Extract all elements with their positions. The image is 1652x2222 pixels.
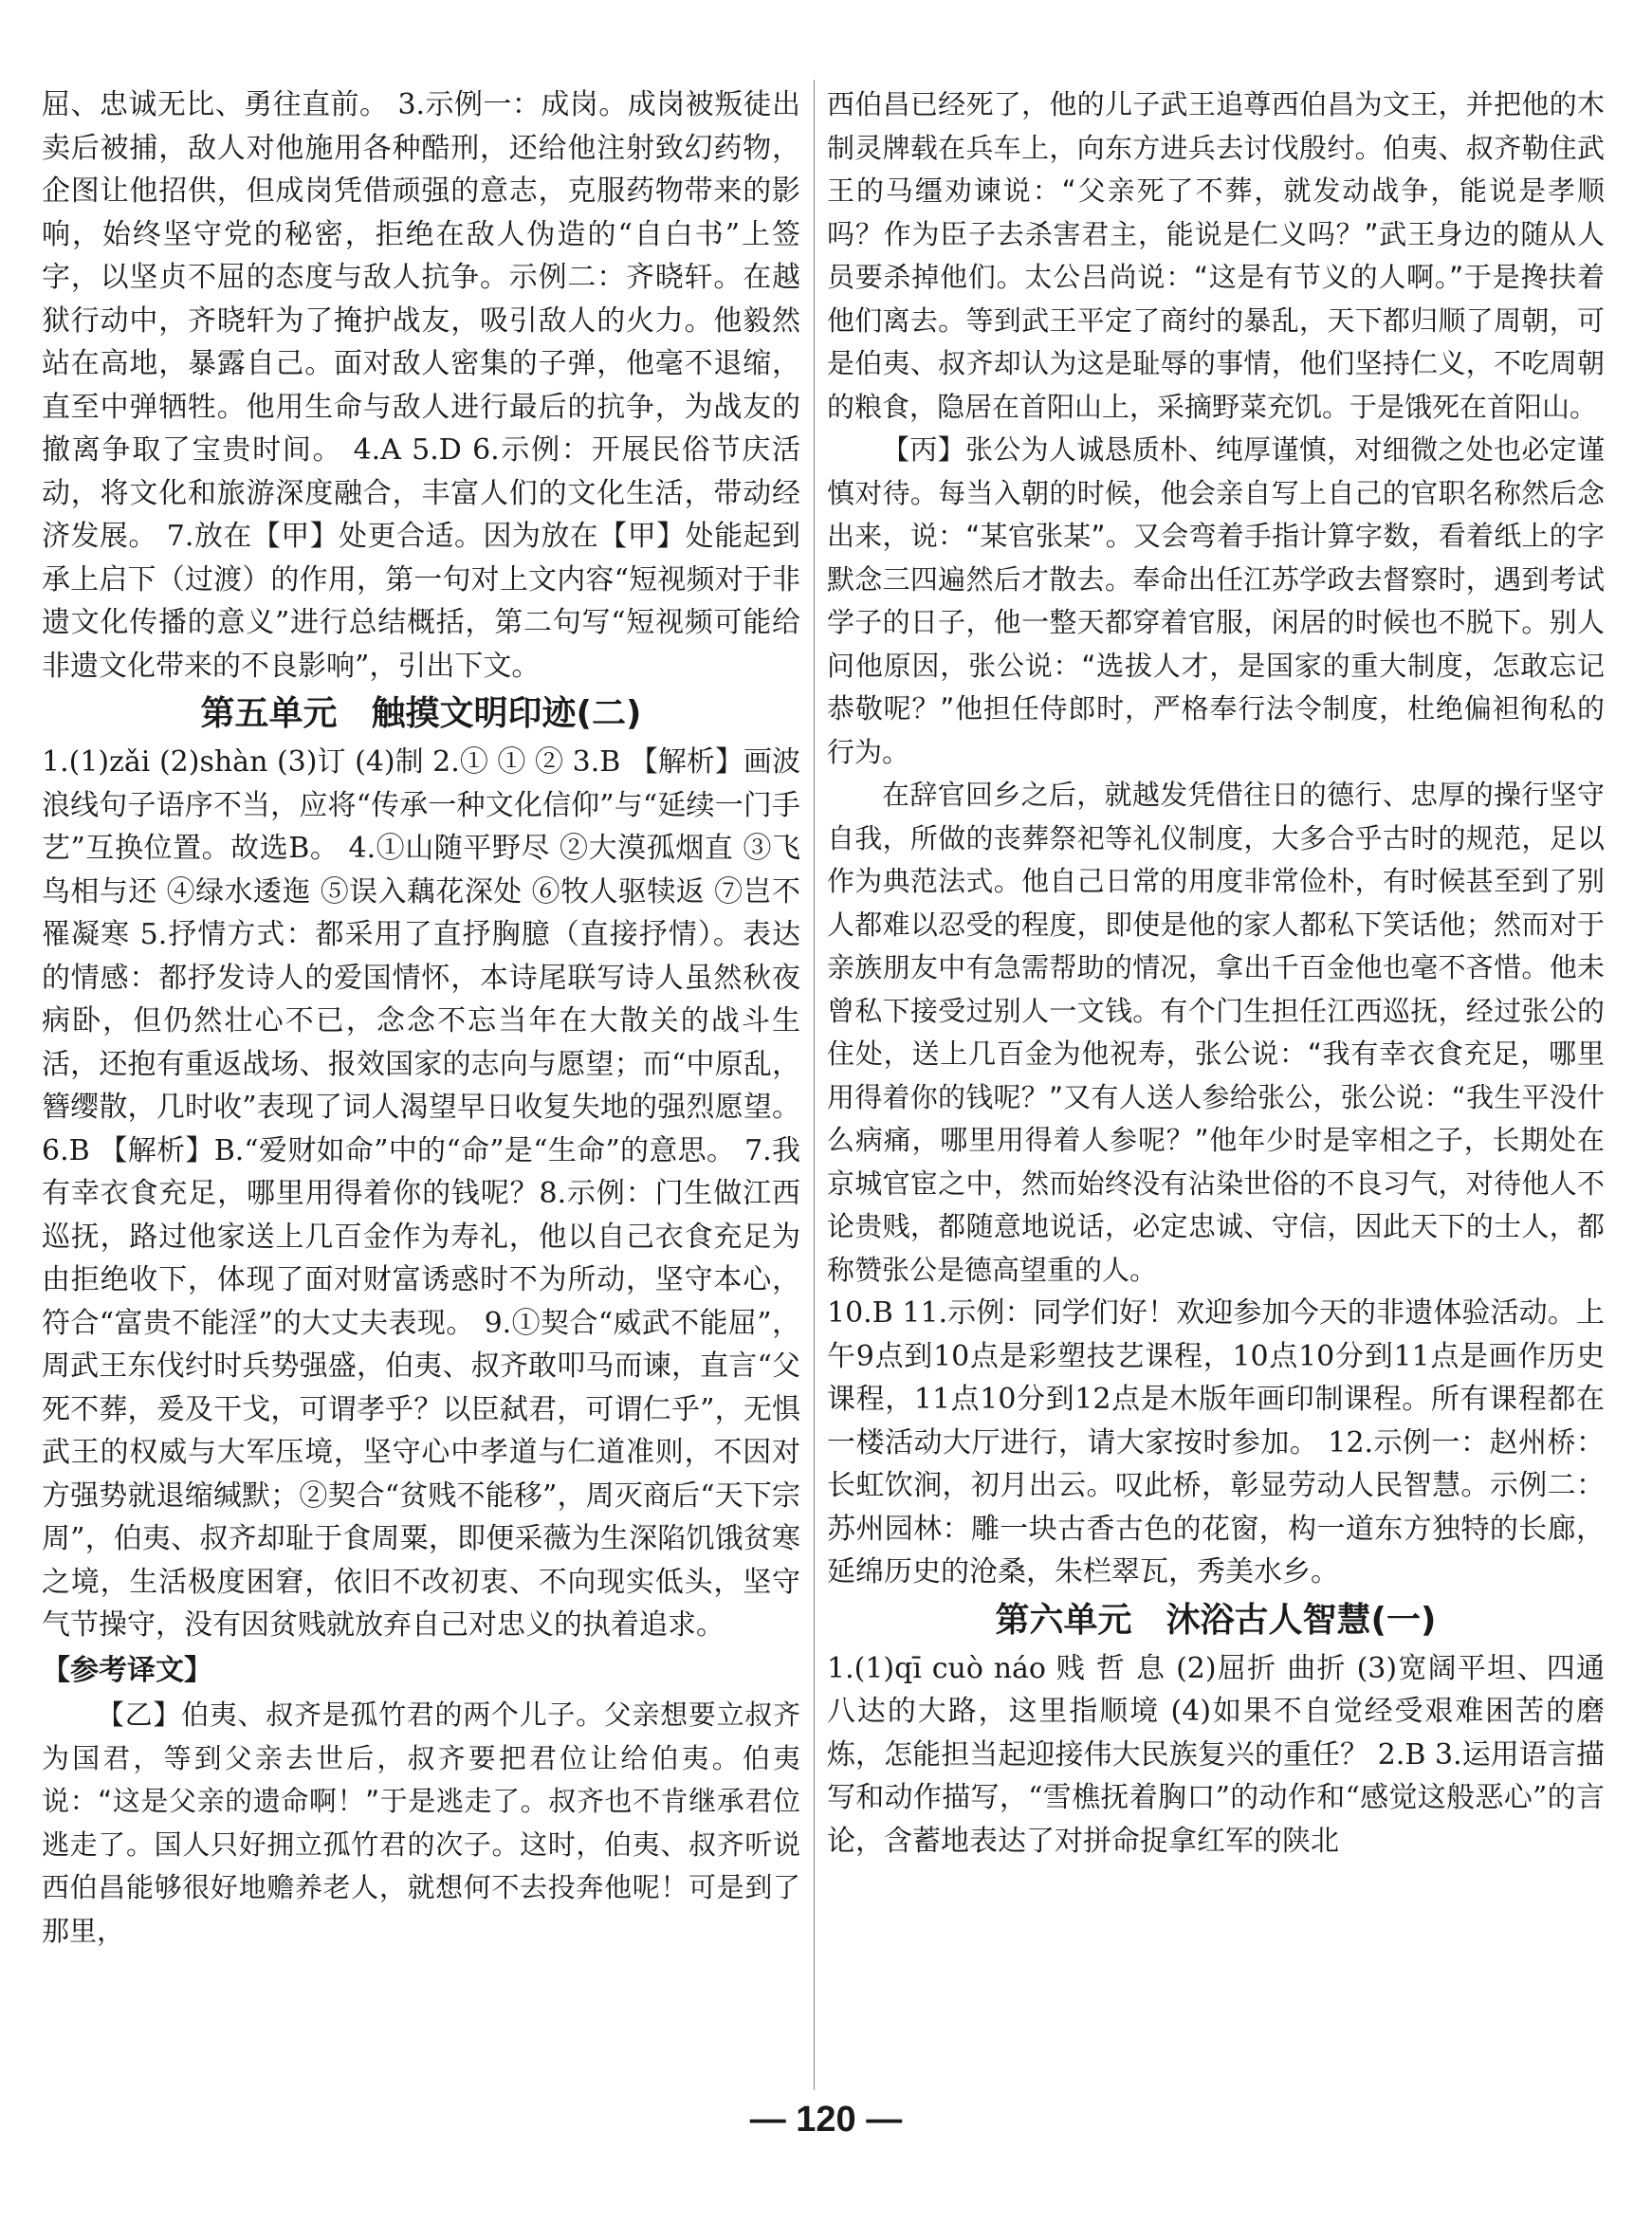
translation-bing-2: 在辞官回乡之后，就越发凭借往日的德行、忠厚的操行坚守自我，所做的丧葬祭祀等礼仪制度，大多合乎古时的规范，足以作为典范法式。他自己日常的用度非常俭朴，有时候甚至到了别人都难以忍受的程度，即使是他的家人都私下笑话他；然而对于亲族朋友中有急需帮助的情况，拿出千百金他也毫不吝惜。他未曾私下接受过别人一文钱。有个门生担任江西巡抚，经过张公的住处，送上几百金为他祝寿，张公说：“我有幸衣食充足，哪里用得着你的钱呢？”又有人送人参给张公，张公说：“我生平没什么病痛，哪里用得着人参呢？”他年少时是宰相之子，长期处在京城官宦之中，然而始终没有沾染世俗的不良习气，对待他人不论贵贱，都随意地说话，必定忠诚、守信，因此天下的士人，都称赞张公是德高望重的人。 xyxy=(827,779,1605,1286)
unit5-title: 第五单元 触摸文明印迹(二) xyxy=(200,694,642,733)
answers-unit6: 1.(1)qī cuò náo 贱 哲 息 (2)屈折 曲折 (3)宽阔平坦、四通八达的大路，这里指顺境 (4)如果不自觉经受艰难困苦的磨炼，怎能担当起迎接伟大民族复兴的重任？ 2.B 3.运用语言描写和动作描写，“雪樵抚着胸口”的动作和“感觉这般恶心”的言论，含蓄地表达了对拼命捉拿红军的陕北 xyxy=(827,1651,1605,1858)
reference-translation-title: 【参考译文】 xyxy=(42,1653,212,1687)
column-divider xyxy=(814,80,815,2090)
right-column xyxy=(827,83,1605,1863)
translation-yi-continued: 西伯昌已经死了，他的儿子武王追尊西伯昌为文王，并把他的木制灵牌载在兵车上，向东方进兵去讨伐殷纣。伯夷、叔齐勒住武王的马缰劝谏说：“父亲死了不葬，就发动战争，能说是孝顺吗？作为臣子去杀害君主，能说是仁义吗？”武王身边的随从人员要杀掉他们。太公吕尚说：“这是有节义的人啊。”于是搀扶着他们离去。等到武王平定了商纣的暴乱，天下都归顺了周朝，可是伯夷、叔齐却认为这是耻辱的事情，他们坚持仁义，不吃周朝的粮食，隐居在首阳山上，采摘野菜充饥。于是饿死在首阳山。 xyxy=(827,88,1605,423)
translation-yi: 【乙】伯夷、叔齐是孤竹君的两个儿子。父亲想要立叔齐为国君，等到父亲去世后，叔齐要把君位让给伯夷。伯夷说：“这是父亲的遗命啊！”于是逃走了。叔齐也不肯继承君位逃走了。国人只好拥立孤竹君的次子。这时，伯夷、叔齐听说西伯昌能够很好地赡养老人，就想何不去投奔他呢！可是到了那里， xyxy=(42,1699,800,1947)
unit6-title: 第六单元 沐浴古人智慧(一) xyxy=(995,1600,1437,1640)
left-column xyxy=(42,83,800,1953)
answers-unit5: 1.(1)zǎi (2)shàn (3)订 (4)制 2.① ① ② 3.B 【解析】画波浪线句子语序不当，应将“传承一种文化信仰”与“延续一门手艺”互换位置。故选B。 4.①山随平野尽 ②大漠孤烟直 ③飞鸟相与还 ④绿水逶迤 ⑤误入藕花深处 ⑥牧人驱犊返 ⑦岂不罹凝寒 5.抒情方式：都采用了直抒胸臆（直接抒情）。表达的情感：都抒发诗人的爱国情怀，本诗尾联写诗人虽然秋夜病卧，但仍然壮心不已，念念不忘当年在大散关的战斗生活，还抱有重返战场、报效国家的志向与愿望；而“中原乱，簪缨散，几时收”表现了词人渴望早日收复失地的强烈愿望。6.B 【解析】B.“爱财如命”中的“命”是“生命”的意思。 7.我有幸衣食充足，哪里用得着你的钱呢？8.示例：门生做江西巡抚，路过他家送上几百金作为寿礼，他以自己衣食充足为由拒绝收下，体现了面对财富诱惑时不为所动，坚守本心，符合“富贵不能淫”的大丈夫表现。 9.①契合“威武不能屈”，周武王东伐纣时兵势强盛，伯夷、叔齐敢叩马而谏，直言“父死不葬，爰及干戈，可谓孝乎？以臣弑君，可谓仁乎”，无惧武王的权威与大军压境，坚守心中孝道与仁道准则，不因对方强势就退缩缄默；②契合“贫贱不能移”，周灭商后“天下宗周”，伯夷、叔齐却耻于食周粟，即便采薇为生深陷饥饿贫寒之境，生活极度困窘，依旧不改初衷、不向现实低头，坚守气节操守，没有因贫贱就放弃自己对忠义的执着追求。 xyxy=(42,745,800,1642)
answers-unit5-end: 10.B 11.示例：同学们好！欢迎参加今天的非遗体验活动。上午9点到10点是彩塑技艺课程，10点10分到11点是画作历史课程，11点10分到12点是木版年画印制课程。所有课程都在一楼活动大厅进行，请大家按时参加。 12.示例一：赵州桥：长虹饮涧，初月出云。叹此桥，彰显劳动人民智慧。示例二：苏州园林：雕一块古香古色的花窗，构一道东方独特的长廊，延绵历史的沧桑，朱栏翠瓦，秀美水乡。 xyxy=(827,1296,1605,1588)
page-number: — 120 — xyxy=(749,2100,903,2139)
translation-bing: 【丙】张公为人诚恳质朴、纯厚谨慎，对细微之处也必定谨慎对待。每当入朝的时候，他会亲自写上自己的官职名称然后念出来，说：“某官张某”。又会弯着手指计算字数，看着纸上的字默念三四遍然后才散去。奉命出任江苏学政去督察时，遇到考试学子的日子，他一整天都穿着官服，闲居的时候也不脱下。别人问他原因，张公说：“选拔人才，是国家的重大制度，怎敢忘记恭敬呢？”他担任侍郎时，严格奉行法令制度，杜绝偏袒徇私的行为。 xyxy=(827,433,1605,768)
answers-unit4-end: 屈、忠诚无比、勇往直前。 3.示例一：成岗。成岗被叛徒出卖后被捕，敌人对他施用各种酷刑，还给他注射致幻药物，企图让他招供，但成岗凭借顽强的意志，克服药物带来的影响，始终坚守党的秘密，拒绝在敌人伪造的“自白书”上签字，以坚贞不屈的态度与敌人抗争。示例二：齐晓轩。在越狱行动中，齐晓轩为了掩护战友，吸引敌人的火力。他毅然站在高地，暴露自己。面对敌人密集的子弹，他毫不退缩，直至中弹牺牲。他用生命与敌人进行最后的抗争，为战友的撤离争取了宝贵时间。 4.A 5.D 6.示例：开展民俗节庆活动，将文化和旅游深度融合，丰富人们的文化生活，带动经济发展。 7.放在【甲】处更合适。因为放在【甲】处能起到承上启下（过渡）的作用，第一句对上文内容“短视频对于非遗文化传播的意义”进行总结概括，第二句写“短视频可能给非遗文化带来的不良影响”，引出下文。 xyxy=(42,88,800,683)
